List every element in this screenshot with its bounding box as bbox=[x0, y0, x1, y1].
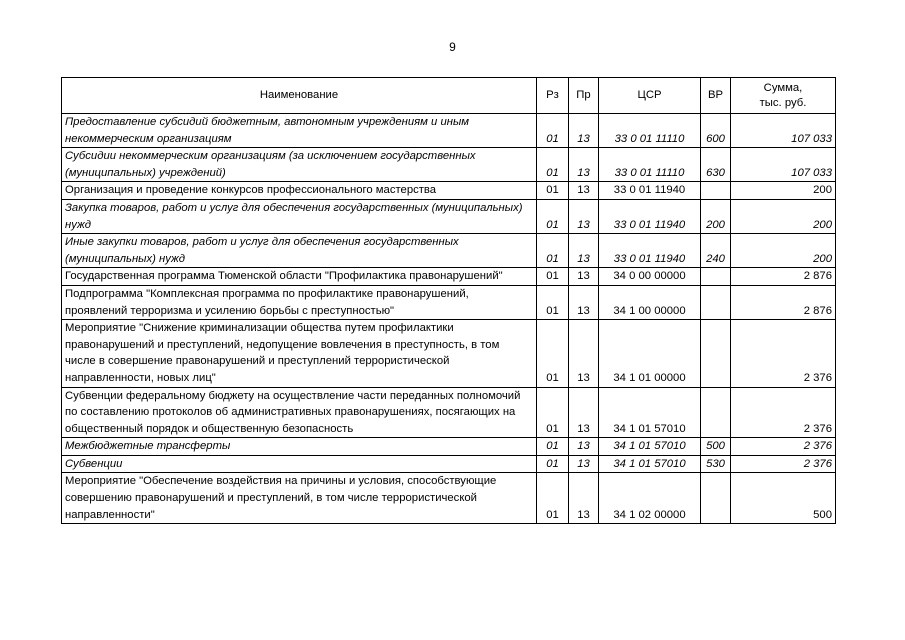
cell-pr: 13 bbox=[569, 285, 599, 319]
cell-csr: 33 0 01 11110 bbox=[599, 148, 701, 182]
cell-sum: 2 876 bbox=[731, 268, 836, 286]
cell-rz: 01 bbox=[537, 387, 569, 438]
cell-sum: 200 bbox=[731, 182, 836, 200]
cell-vr: 600 bbox=[701, 114, 731, 148]
table-row bbox=[62, 114, 836, 148]
cell-sum: 107 033 bbox=[731, 114, 836, 148]
cell-vr: 240 bbox=[701, 234, 731, 268]
cell-name: Субвенции bbox=[62, 455, 537, 473]
cell-name: Субвенции федеральному бюджету на осуществление части переданных полномочий по составлению протоколов об административных правонарушениях, посягающих на общественный порядок и общественную безопасность bbox=[62, 387, 537, 438]
cell-name: Субсидии некоммерческим организациям (за исключением государственных (муниципальных) учреждений) bbox=[62, 148, 537, 182]
cell-name: Мероприятие "Обеспечение воздействия на причины и условия, способствующие совершению правонарушений и преступлений, в том числе террористической направленности" bbox=[62, 473, 537, 524]
table-row bbox=[62, 473, 836, 524]
header-name: Наименование bbox=[62, 78, 537, 114]
cell-sum: 2 376 bbox=[731, 387, 836, 438]
table-row bbox=[62, 387, 836, 438]
table-row bbox=[62, 320, 836, 387]
cell-name: Организация и проведение конкурсов профессионального мастерства bbox=[62, 182, 537, 200]
header-pr: Пр bbox=[569, 78, 599, 114]
header-sum-line1: Сумма, bbox=[763, 81, 803, 94]
table-row bbox=[62, 268, 836, 286]
page-number: 9 bbox=[449, 40, 456, 54]
cell-vr bbox=[701, 285, 731, 319]
cell-vr: 500 bbox=[701, 438, 731, 456]
cell-rz: 01 bbox=[537, 438, 569, 456]
cell-vr: 200 bbox=[701, 199, 731, 233]
table-row bbox=[62, 182, 836, 200]
cell-rz: 01 bbox=[537, 234, 569, 268]
cell-name: Закупка товаров, работ и услуг для обеспечения государственных (муниципальных) нужд bbox=[62, 199, 537, 233]
cell-pr: 13 bbox=[569, 148, 599, 182]
budget-table bbox=[61, 77, 836, 524]
cell-csr: 34 1 00 00000 bbox=[599, 285, 701, 319]
cell-csr: 34 1 01 00000 bbox=[599, 320, 701, 387]
header-rz: Рз bbox=[537, 78, 569, 114]
cell-pr: 13 bbox=[569, 320, 599, 387]
table-row bbox=[62, 148, 836, 182]
cell-pr: 13 bbox=[569, 199, 599, 233]
cell-vr bbox=[701, 268, 731, 286]
table-row bbox=[62, 285, 836, 319]
cell-pr: 13 bbox=[569, 438, 599, 456]
cell-sum: 107 033 bbox=[731, 148, 836, 182]
cell-sum: 200 bbox=[731, 234, 836, 268]
table-row bbox=[62, 234, 836, 268]
header-vr: ВР bbox=[701, 78, 731, 114]
cell-vr: 530 bbox=[701, 455, 731, 473]
cell-csr: 33 0 01 11940 bbox=[599, 199, 701, 233]
header-sum-line2: тыс. руб. bbox=[759, 96, 807, 109]
cell-rz: 01 bbox=[537, 268, 569, 286]
cell-csr: 34 1 02 00000 bbox=[599, 473, 701, 524]
cell-name: Иные закупки товаров, работ и услуг для обеспечения государственных (муниципальных) нужд bbox=[62, 234, 537, 268]
table-row bbox=[62, 438, 836, 456]
cell-sum: 500 bbox=[731, 473, 836, 524]
cell-vr bbox=[701, 320, 731, 387]
table-header-row bbox=[62, 78, 836, 114]
cell-pr: 13 bbox=[569, 387, 599, 438]
cell-rz: 01 bbox=[537, 182, 569, 200]
cell-rz: 01 bbox=[537, 199, 569, 233]
cell-vr bbox=[701, 473, 731, 524]
cell-rz: 01 bbox=[537, 320, 569, 387]
cell-name: Предоставление субсидий бюджетным, автономным учреждениям и иным некоммерческим организациям bbox=[62, 114, 537, 148]
cell-sum: 2 376 bbox=[731, 438, 836, 456]
cell-rz: 01 bbox=[537, 455, 569, 473]
cell-name: Мероприятие "Снижение криминализации общества путем профилактики правонарушений и преступлений, недопущение вовлечения в преступность, в том числе в совершение правонарушений и преступлений террористической направленности, новых лиц" bbox=[62, 320, 537, 387]
cell-sum: 2 876 bbox=[731, 285, 836, 319]
cell-vr bbox=[701, 387, 731, 438]
cell-pr: 13 bbox=[569, 473, 599, 524]
cell-name: Межбюджетные трансферты bbox=[62, 438, 537, 456]
cell-csr: 34 1 01 57010 bbox=[599, 455, 701, 473]
cell-pr: 13 bbox=[569, 455, 599, 473]
cell-csr: 34 0 00 00000 bbox=[599, 268, 701, 286]
cell-pr: 13 bbox=[569, 234, 599, 268]
cell-sum: 2 376 bbox=[731, 455, 836, 473]
cell-csr: 33 0 01 11110 bbox=[599, 114, 701, 148]
cell-rz: 01 bbox=[537, 285, 569, 319]
header-sum bbox=[731, 78, 836, 114]
cell-pr: 13 bbox=[569, 268, 599, 286]
cell-rz: 01 bbox=[537, 473, 569, 524]
cell-name: Государственная программа Тюменской области "Профилактика правонарушений" bbox=[62, 268, 537, 286]
table-row bbox=[62, 455, 836, 473]
cell-sum: 2 376 bbox=[731, 320, 836, 387]
cell-sum: 200 bbox=[731, 199, 836, 233]
cell-rz: 01 bbox=[537, 148, 569, 182]
cell-pr: 13 bbox=[569, 114, 599, 148]
cell-rz: 01 bbox=[537, 114, 569, 148]
cell-name: Подпрограмма "Комплексная программа по профилактике правонарушений, проявлений терроризма и усилению борьбы с преступностью" bbox=[62, 285, 537, 319]
cell-csr: 34 1 01 57010 bbox=[599, 387, 701, 438]
cell-csr: 34 1 01 57010 bbox=[599, 438, 701, 456]
cell-pr: 13 bbox=[569, 182, 599, 200]
cell-vr bbox=[701, 182, 731, 200]
cell-csr: 33 0 01 11940 bbox=[599, 182, 701, 200]
header-csr: ЦСР bbox=[599, 78, 701, 114]
cell-csr: 33 0 01 11940 bbox=[599, 234, 701, 268]
table-row bbox=[62, 199, 836, 233]
cell-vr: 630 bbox=[701, 148, 731, 182]
